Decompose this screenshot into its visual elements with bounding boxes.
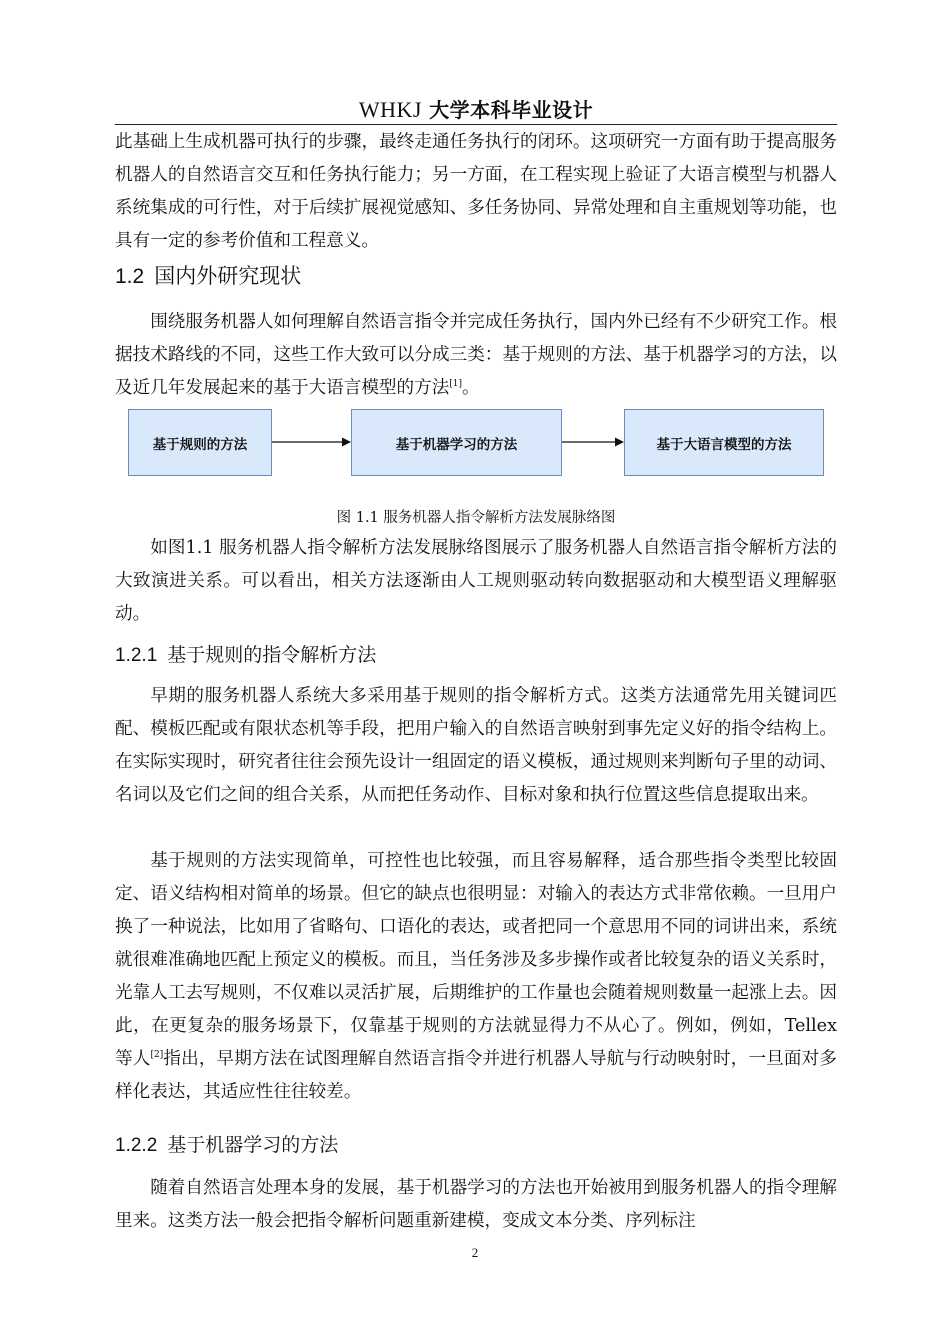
diagram-box-llm: 基于大语言模型的方法 [624,409,824,476]
diagram-box-rule-based: 基于规则的方法 [128,409,272,476]
paragraph-rule-based-intro: 早期的服务机器人系统大多采用基于规则的指令解析方式。这类方法通常先用关键词匹配、模板匹配或有限状态机等手段，把用户输入的自然语言映射到事先定义好的指令结构上。在实际实现时，研究者往往会预先设计一组固定的语义模板，通过规则来判断句子里的动词、名词以及它们之间的组合关系，从而把任务动作、目标对象和执行位置这些信息提取出来。 [115,686,837,805]
section-number: 1.2.2 [115,1135,158,1156]
section-heading-1-2-2 [115,1130,338,1157]
header-title: 大学本科毕业设计 [429,98,594,122]
paragraph-end: 指出，早期方法在试图理解自然语言指令并进行机器人导航与行动映射时，一旦面对多样化表达，其适应性往往较差。 [115,1049,837,1102]
figure-caption: 图 1.1 服务机器人指令解析方法发展脉络图 [336,510,616,526]
paragraph-text: 围绕服务机器人如何理解自然语言指令并完成任务执行，国内外已经有不少研究工作。根据技术路线的不同，这些工作大致可以分成三类：基于规则的方法、基于机器学习的方法，以及近几年发展起来的基于大语言模型的方法 [115,312,837,398]
paragraph-figure-description: 如图1.1 服务机器人指令解析方法发展脉络图展示了服务机器人自然语言指令解析方法的大致演进关系。可以看出，相关方法逐渐由人工规则驱动转向数据驱动和大模型语义理解驱动。 [115,538,837,624]
header-rule [115,124,837,125]
paragraph-text: 基于规则的方法实现简单，可控性也比较强，而且容易解释，适合那些指令类型比较固定、语义结构相对简单的场景。但它的缺点也很明显：对输入的表达方式非常依赖。一旦用户换了一种说法，比如用了省略句、口语化的表达，或者把同一个意思用不同的词讲出来，系统就很难准确地匹配上预定义的模板。而且，当任务涉及多步操作或者比较复杂的语义关系时，光靠人工去写规则，不仅难以灵活扩展，后期维护的工作量也会随着规则数量一起涨上去。因此，在更复杂的服务场景下，仅靠基于规则的方法就显得力不从心了。例如，例如，Tellex 等人 [115,851,837,1069]
paragraph-end: 。 [462,378,480,398]
header-latin: WHKJ [358,97,422,122]
section-title: 基于机器学习的方法 [167,1134,339,1156]
paragraph-rule-based-limits [115,845,837,1109]
paragraph-research-overview [115,306,837,405]
section-number: 1.2 [115,265,145,288]
diagram-arrow-1 [272,434,352,450]
section-heading-1-2-1 [115,640,376,667]
page-number: 2 [471,1245,479,1260]
section-heading-1-2 [115,260,301,290]
paragraph-machine-learning-intro: 随着自然语言处理本身的发展，基于机器学习的方法也开始被用到服务机器人的指令理解里来。这类方法一般会把指令解析问题重新建模，变成文本分类、序列标注 [115,1178,837,1231]
citation-ref-1[interactable]: [1] [449,379,463,390]
section-title: 基于规则的指令解析方法 [167,644,377,666]
section-title: 国内外研究现状 [154,264,302,288]
diagram-box-machine-learning: 基于机器学习的方法 [351,409,562,476]
paragraph-intro-continuation: 此基础上生成机器可执行的步骤，最终走通任务执行的闭环。这项研究一方面有助于提高服务机器人的自然语言交互和任务执行能力；另一方面，在工程实现上验证了大语言模型与机器人系统集成的可行性，对于后续扩展视觉感知、多任务协同、异常处理和自主重规划等功能，也具有一定的参考价值和工程意义。 [115,132,837,251]
citation-ref-2[interactable]: [2] [150,1050,164,1061]
section-number: 1.2.1 [115,645,158,666]
diagram-arrow-2 [562,434,625,450]
running-header [115,94,837,123]
